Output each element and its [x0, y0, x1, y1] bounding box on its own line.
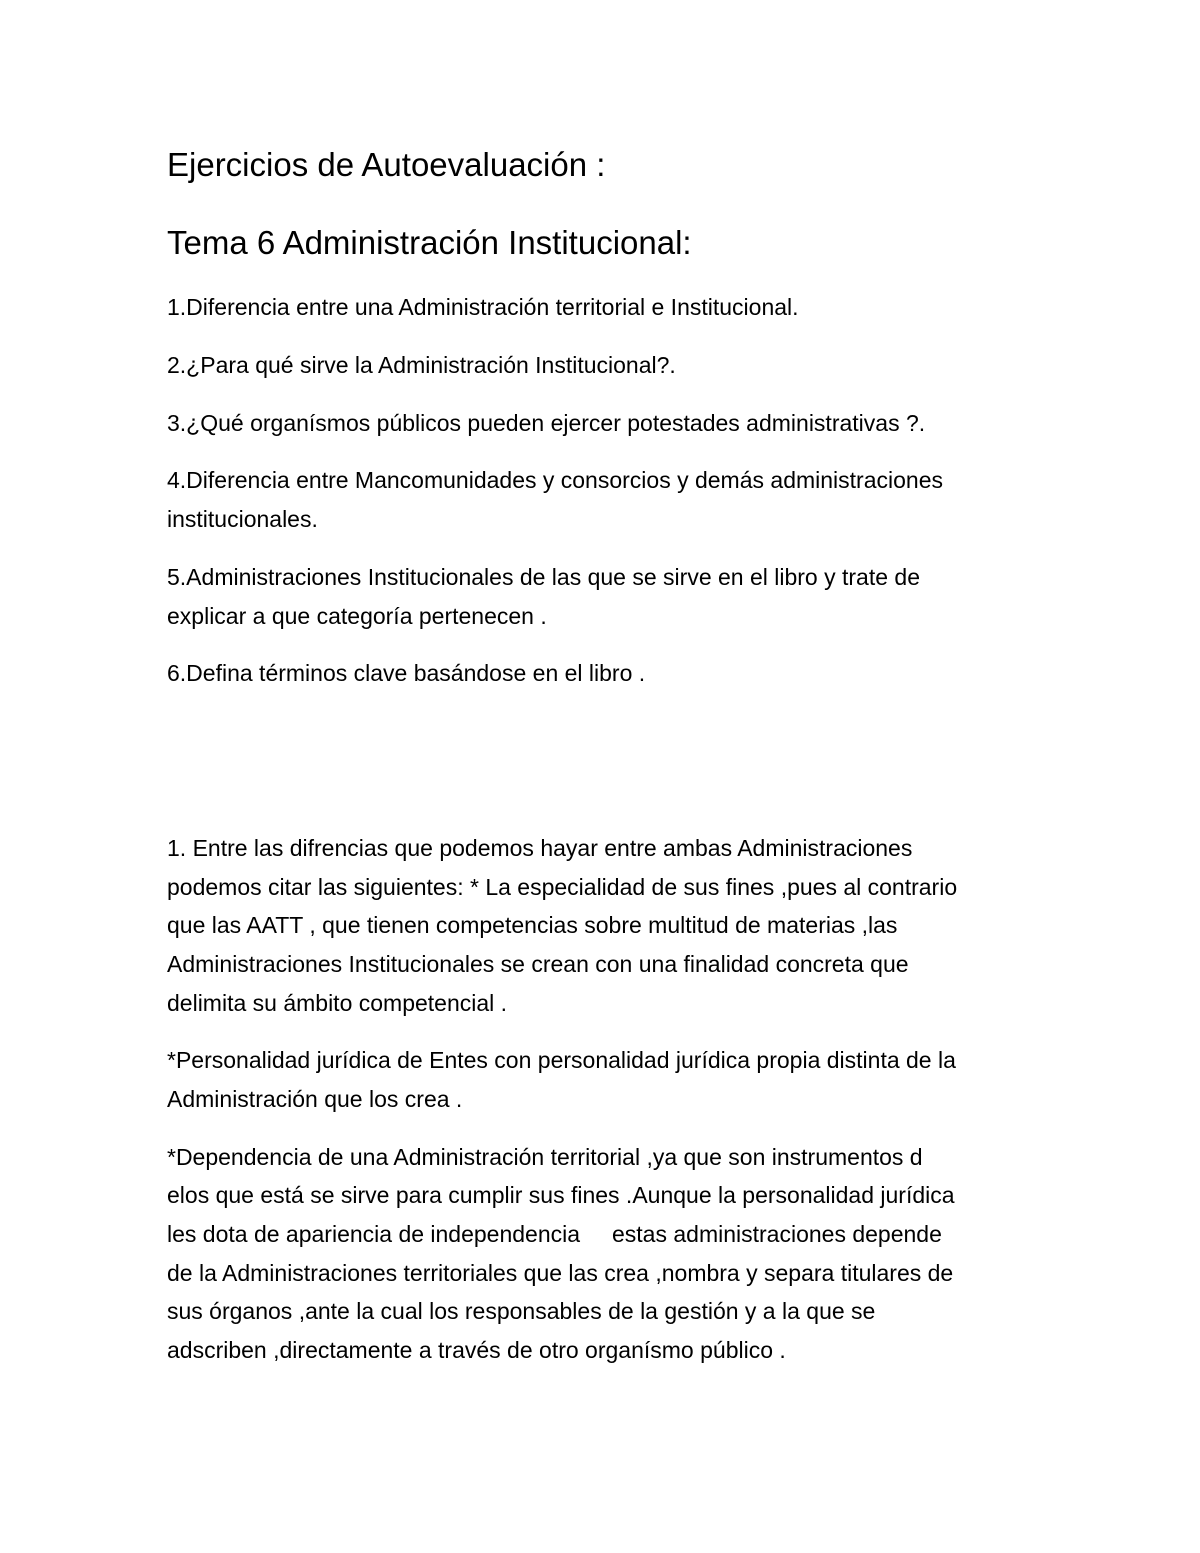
- question-4-line-1: 4.Diferencia entre Mancomunidades y consorcios y demás administraciones: [167, 467, 943, 493]
- document-title: Ejercicios de Autoevaluación :: [167, 146, 606, 183]
- question-2-line-1: 2.¿Para qué sirve la Administración Institucional?.: [167, 352, 676, 378]
- question-1-line-1: 1.Diferencia entre una Administración territorial e Institucional.: [167, 294, 799, 320]
- answer-3-line-1: *Dependencia de una Administración territorial ,ya que son instrumentos d: [167, 1144, 923, 1170]
- question-4-line-2: institucionales.: [167, 506, 318, 532]
- answer-1-line-1: 1. Entre las difrencias que podemos hayar entre ambas Administraciones: [167, 835, 913, 861]
- answer-1-line-4: Administraciones Institucionales se crean con una finalidad concreta que: [167, 951, 909, 977]
- answer-1-line-3: que las AATT , que tienen competencias sobre multitud de materias ,las: [167, 912, 898, 938]
- document-subtitle: Tema 6 Administración Institucional:: [167, 224, 692, 261]
- question-6-line-1: 6.Defina términos clave basándose en el libro .: [167, 660, 646, 686]
- answer-1-line-5: delimita su ámbito competencial .: [167, 990, 508, 1016]
- answer-3-line-4: de la Administraciones territoriales que las crea ,nombra y separa titulares de: [167, 1260, 954, 1286]
- answer-2-line-2: Administración que los crea .: [167, 1086, 463, 1112]
- question-5-line-1: 5.Administraciones Institucionales de las que se sirve en el libro y trate de: [167, 564, 921, 590]
- question-5-line-2: explicar a que categoría pertenecen .: [167, 603, 547, 629]
- answer-3-line-2: elos que está se sirve para cumplir sus fines .Aunque la personalidad jurídica: [167, 1182, 955, 1208]
- answer-3-line-5: sus órganos ,ante la cual los responsables de la gestión y a la que se: [167, 1298, 876, 1324]
- question-3-line-1: 3.¿Qué organísmos públicos pueden ejercer potestades administrativas ?.: [167, 410, 926, 436]
- answer-1-line-2: podemos citar las siguientes: * La especialidad de sus fines ,pues al contrario: [167, 874, 958, 900]
- answer-3-line-6: adscriben ,directamente a través de otro organísmo público .: [167, 1337, 786, 1363]
- answer-2-line-1: *Personalidad jurídica de Entes con personalidad jurídica propia distinta de la: [167, 1047, 956, 1073]
- answer-3-line-3: les dota de apariencia de independencia estas administraciones depende: [167, 1221, 942, 1247]
